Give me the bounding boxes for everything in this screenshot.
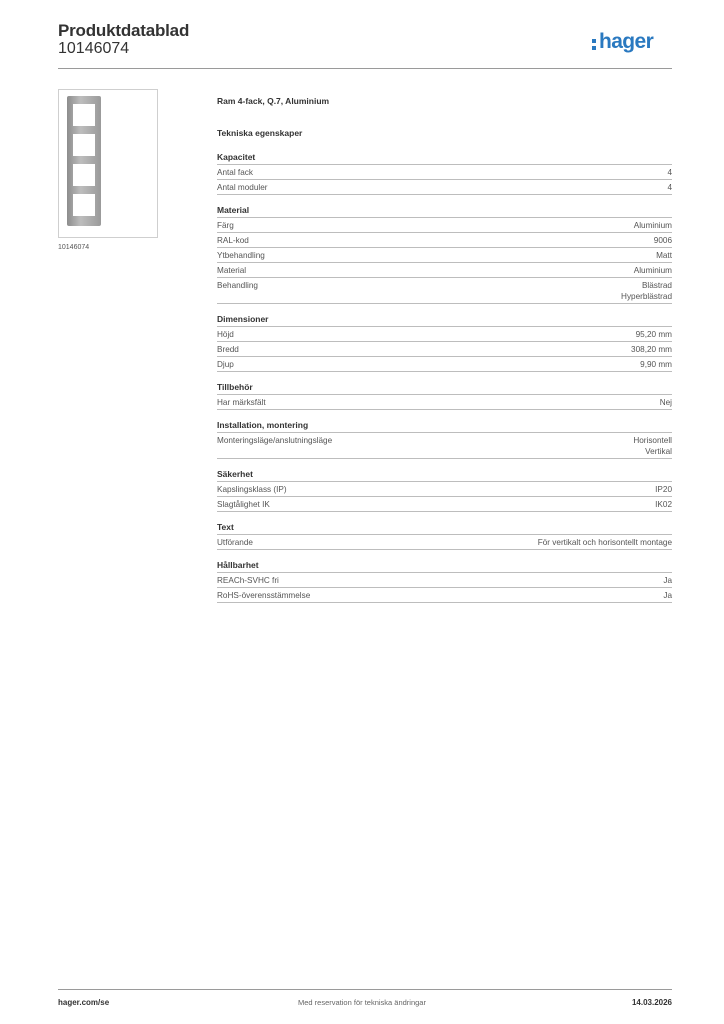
spec-value-line: IK02 <box>655 500 672 509</box>
spec-value-line: 95,20 mm <box>635 330 672 339</box>
spec-value <box>640 359 672 370</box>
spec-value <box>636 329 672 340</box>
spec-value <box>634 220 672 231</box>
spec-row <box>217 248 672 263</box>
frame-slot <box>73 104 95 126</box>
spec-value-line: IP20 <box>655 485 672 494</box>
spec-value <box>634 265 672 276</box>
spec-column <box>217 96 672 613</box>
product-image <box>58 89 158 238</box>
spec-value-line: Horisontell <box>633 436 672 445</box>
section-heading: Kapacitet <box>217 152 672 165</box>
footer-website-link[interactable]: hager.com/se <box>58 998 110 1007</box>
technical-properties-title: Tekniska egenskaper <box>217 128 303 138</box>
section-heading: Hållbarhet <box>217 560 672 573</box>
spec-section <box>217 205 672 304</box>
spec-value <box>663 590 672 601</box>
spec-row <box>217 218 672 233</box>
spec-row <box>217 278 672 304</box>
footer-disclaimer: Med reservation för tekniska ändringar <box>298 998 426 1007</box>
spec-row <box>217 395 672 410</box>
spec-value <box>667 167 672 178</box>
spec-section <box>217 469 672 512</box>
spec-sections <box>217 152 672 603</box>
spec-value-line: 308,20 mm <box>631 345 672 354</box>
spec-row <box>217 573 672 588</box>
spec-label: Material <box>217 266 247 275</box>
spec-label: Har märksfält <box>217 398 266 407</box>
spec-value-line: Hyperblästrad <box>621 292 672 301</box>
spec-value-line: Vertikal <box>645 447 672 456</box>
spec-row <box>217 165 672 180</box>
spec-value-line: För vertikalt och horisontellt montage <box>537 538 672 547</box>
spec-row <box>217 233 672 248</box>
spec-row <box>217 342 672 357</box>
logo-dots-icon <box>592 36 597 50</box>
frame-slot <box>73 134 95 156</box>
four-gang-frame-image <box>67 96 101 226</box>
spec-value-line: 4 <box>667 168 672 177</box>
spec-value <box>621 280 672 302</box>
spec-label: Antal moduler <box>217 183 268 192</box>
header-divider <box>58 68 672 69</box>
spec-value <box>633 435 672 457</box>
spec-row <box>217 588 672 603</box>
footer-divider <box>58 989 672 990</box>
spec-label: Antal fack <box>217 168 253 177</box>
frame-slot <box>73 164 95 186</box>
spec-label: Färg <box>217 221 234 230</box>
footer-date: 14.03.2026 <box>631 998 672 1007</box>
spec-row <box>217 180 672 195</box>
spec-value <box>655 484 672 495</box>
spec-section <box>217 560 672 603</box>
spec-value-line: Ja <box>663 576 672 585</box>
hager-logo[interactable] <box>592 29 653 55</box>
spec-row <box>217 535 672 550</box>
spec-section <box>217 152 672 195</box>
spec-row <box>217 357 672 372</box>
spec-row <box>217 482 672 497</box>
spec-section <box>217 522 672 550</box>
spec-value-line: Nej <box>659 398 672 407</box>
spec-value-line: Matt <box>656 251 672 260</box>
spec-label: Höjd <box>217 330 234 339</box>
spec-value <box>667 182 672 193</box>
spec-section <box>217 314 672 372</box>
spec-value-line: 9,90 mm <box>640 360 672 369</box>
spec-label: RoHS-överensstämmelse <box>217 591 311 600</box>
spec-value-line: Aluminium <box>633 221 672 230</box>
spec-value-line: 4 <box>667 183 672 192</box>
section-heading: Installation, montering <box>217 420 672 433</box>
logo-text: hager <box>599 30 654 53</box>
product-title: Ram 4-fack, Q.7, Aluminium <box>217 96 330 106</box>
spec-row <box>217 327 672 342</box>
section-heading: Dimensioner <box>217 314 672 327</box>
section-heading: Text <box>217 522 672 535</box>
spec-label: Behandling <box>217 281 258 290</box>
spec-label: Bredd <box>217 345 239 354</box>
spec-value <box>631 344 672 355</box>
spec-label: REACh-SVHC fri <box>217 576 279 585</box>
spec-label: Slagtålighet IK <box>217 500 270 509</box>
frame-slot <box>73 194 95 216</box>
spec-value <box>656 250 672 261</box>
spec-row <box>217 497 672 512</box>
spec-value-line: Blästrad <box>641 281 672 290</box>
spec-label: Monteringsläge/anslutningsläge <box>217 436 333 445</box>
section-heading: Tillbehör <box>217 382 672 395</box>
header-title: Produktdatablad <box>58 21 190 40</box>
spec-section <box>217 382 672 410</box>
section-heading: Säkerhet <box>217 469 672 482</box>
spec-value <box>660 397 672 408</box>
image-caption: 10146074 <box>58 244 90 251</box>
header-product-code: 10146074 <box>58 40 130 57</box>
spec-value-line: Aluminium <box>633 266 672 275</box>
spec-section <box>217 420 672 459</box>
spec-value <box>654 235 672 246</box>
spec-value <box>663 575 672 586</box>
spec-label: RAL-kod <box>217 236 249 245</box>
spec-label: Utförande <box>217 538 253 547</box>
section-heading: Material <box>217 205 672 218</box>
spec-value <box>655 499 672 510</box>
spec-label: Kapslingsklass (IP) <box>217 485 287 494</box>
spec-value <box>538 537 672 548</box>
spec-row <box>217 433 672 459</box>
spec-value-line: Ja <box>663 591 672 600</box>
spec-row <box>217 263 672 278</box>
spec-label: Ytbehandling <box>217 251 265 260</box>
spec-label: Djup <box>217 360 234 369</box>
spec-value-line: 9006 <box>653 236 672 245</box>
